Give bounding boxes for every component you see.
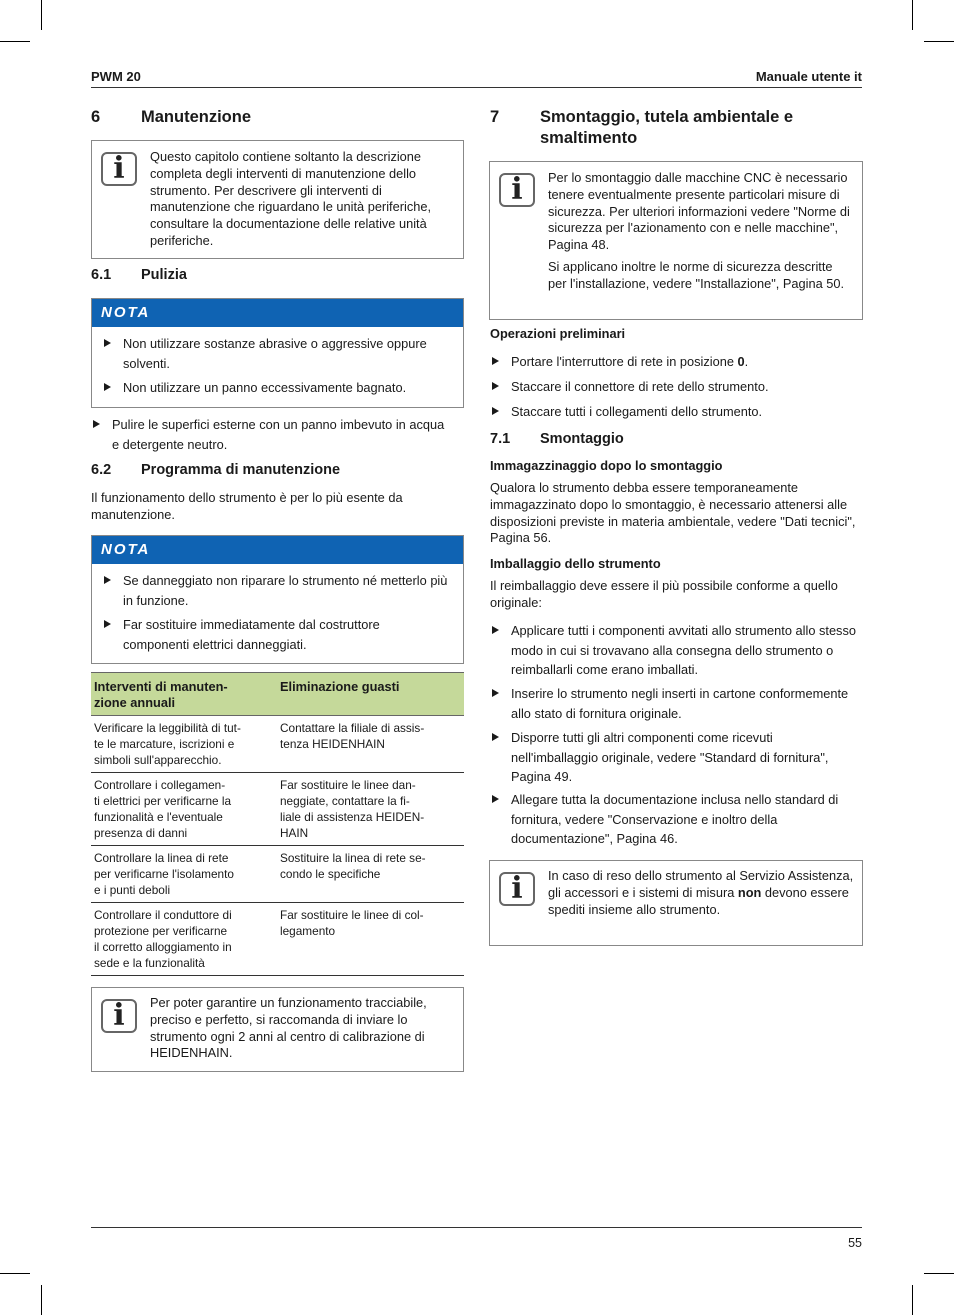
maintenance-table [91, 672, 464, 976]
nota-label: NOTA [92, 299, 463, 327]
storage-paragraph: Qualora lo strumento debba essere temporaneamente immagazzinato dopo lo smontaggio, è necessario attenersi alle disposizioni previste in materia ambientale, vedere "Dati tecnici", Pagina 56. [490, 480, 856, 546]
bullet-arrow-icon [104, 339, 111, 347]
list-item: Allegare tutta la documentazione inclusa nello standard di fornitura, vedere "Conservazione e inoltro della documentazione", Pagina 46. [492, 790, 857, 849]
info-box-calibration [91, 987, 464, 1072]
bullet-arrow-icon [93, 420, 100, 428]
crop-mark [0, 41, 30, 42]
bullet-arrow-icon [104, 620, 111, 628]
list-item: Staccare tutti i collegamenti dello strumento. [492, 402, 857, 422]
info-box-disassembly [489, 161, 863, 320]
crop-mark [41, 1285, 42, 1315]
info-paragraph: Per lo smontaggio dalle macchine CNC è necessario tenere eventualmente presente particolari misure di sicurezza. Per ulteriori informazioni vedere "Norme di sicurezza per l'azionamento con e nelle macchine", Pagina 48. [548, 170, 850, 253]
list-item: Portare l'interruttore di rete in posizione 0. [492, 352, 857, 372]
list-item: Disporre tutti gli altri componenti come ricevuti nell'imballaggio originale, vedere "Standard di fornitura", Pagina 49. [492, 728, 857, 787]
crop-mark [41, 0, 42, 30]
nota-box-cleaning [91, 298, 464, 408]
list-item: Inserire lo strumento negli inserti in cartone conformemente allo stato di fornitura originale. [492, 684, 857, 723]
table-row [91, 846, 464, 903]
header-manual-title: Manuale utente it [755, 69, 862, 84]
crop-mark [0, 1273, 30, 1274]
table-cell: Contattare la filiale di assis- tenza HEIDENHAIN [277, 716, 464, 773]
info-text: Per poter garantire un funzionamento tracciabile, preciso e perfetto, si raccomanda di inviare lo strumento ogni 2 anni al centro di calibrazione di HEIDENHAIN. [150, 995, 427, 1061]
bullet-arrow-icon [104, 576, 111, 584]
bullet-arrow-icon [492, 357, 499, 365]
list-item: Far sostituire immediatamente dal costruttore componenti elettrici danneggiati. [104, 615, 449, 654]
section-6-2-heading: 6.2 Programma di manutenzione [91, 462, 341, 478]
preliminary-heading: Operazioni preliminari [490, 326, 626, 341]
nota-label: NOTA [92, 536, 463, 564]
list-item: Applicare tutti i componenti avvitati allo strumento allo stesso modo in cui si trovavano alla consegna dello strumento o reimballarli come erano imballati. [492, 621, 857, 680]
list-item: Se danneggiato non riparare lo strumento né metterlo più in funzione. [104, 571, 449, 610]
bullet-arrow-icon [492, 626, 499, 634]
info-icon: i [499, 173, 535, 207]
table-cell: Controllare i collegamen- ti elettrici per verificarne la funzionalità e l'eventuale presenza di danni [91, 773, 277, 846]
packing-paragraph: Il reimballaggio deve essere il più possibile conforme a quello originale: [490, 578, 838, 610]
section-7-heading: 7 Smontaggio, tutela ambientale e smaltimento [490, 108, 794, 147]
bullet-arrow-icon [492, 407, 499, 415]
crop-mark [924, 1273, 954, 1274]
info-box-return [489, 860, 863, 946]
table-cell: Verificare la leggibilità di tut- te le marcature, iscrizioni e simboli sull'apparecchio. [91, 716, 277, 773]
info-icon: i [499, 872, 535, 906]
header-rule [91, 87, 862, 88]
maintenance-paragraph: Il funzionamento dello strumento è per lo più esente da manutenzione. [91, 490, 403, 522]
table-row [91, 903, 464, 976]
info-text-group [548, 170, 854, 293]
bullet-arrow-icon [492, 689, 499, 697]
table-header: Interventi di manuten- zione annuali [91, 673, 277, 716]
info-icon: i [101, 152, 137, 186]
section-7-1-heading: 7.1 Smontaggio [490, 431, 624, 447]
table-row [91, 773, 464, 846]
section-6-heading: 6 Manutenzione [91, 108, 251, 126]
list-item: Staccare il connettore di rete dello strumento. [492, 377, 857, 397]
table-cell: Controllare il conduttore di protezione per verificarne il corretto alloggiamento in sede e la funzionalità [91, 903, 277, 976]
table-cell: Far sostituire le linee di col- legamento [277, 903, 464, 976]
table-header: Eliminazione guasti [277, 673, 464, 716]
packing-heading: Imballaggio dello strumento [490, 556, 661, 571]
crop-mark [912, 1285, 913, 1315]
cleaning-step: Pulire le superfici esterne con un panno imbevuto in acqua e detergente neutro. [93, 415, 453, 454]
crop-mark [924, 41, 954, 42]
bullet-arrow-icon [492, 382, 499, 390]
table-cell: Sostituire la linea di rete se- condo le specifiche [277, 846, 464, 903]
nota-box-maintenance [91, 535, 464, 664]
info-icon: i [101, 999, 137, 1033]
bullet-arrow-icon [492, 733, 499, 741]
bullet-arrow-icon [492, 795, 499, 803]
table-header-row [91, 673, 464, 716]
crop-mark [912, 0, 913, 30]
page-number: 55 [848, 1236, 862, 1250]
table-row [91, 716, 464, 773]
list-item: Non utilizzare un panno eccessivamente bagnato. [104, 378, 449, 398]
info-text: In caso di reso dello strumento al Servizio Assistenza, gli accessori e i sistemi di misura non devono essere spediti insieme allo strumento. [548, 868, 854, 917]
list-item: Non utilizzare sostanze abrasive o aggressive oppure solventi. [104, 334, 449, 373]
table-cell: Far sostituire le linee dan- neggiate, contattare la fi- liale di assistenza HEIDEN- HAIN [277, 773, 464, 846]
info-text: Questo capitolo contiene soltanto la descrizione completa degli interventi di manutenzione dello strumento. Per descrivere gli interventi di manutenzione che riguardano le unità periferiche, consultare la documentazione delle relative unità periferiche. [150, 149, 432, 248]
storage-heading: Immagazzinaggio dopo lo smontaggio [490, 458, 723, 473]
table-cell: Controllare la linea di rete per verificarne l'isolamento e i punti deboli [91, 846, 277, 903]
header-product: PWM 20 [91, 69, 141, 84]
footer-rule [91, 1227, 862, 1228]
info-paragraph: Si applicano inoltre le norme di sicurezza descritte per l'installazione, vedere "Installazione", Pagina 50. [548, 258, 845, 291]
bullet-arrow-icon [104, 383, 111, 391]
info-box-maintenance [91, 140, 464, 259]
section-6-1-heading: 6.1 Pulizia [91, 267, 187, 283]
